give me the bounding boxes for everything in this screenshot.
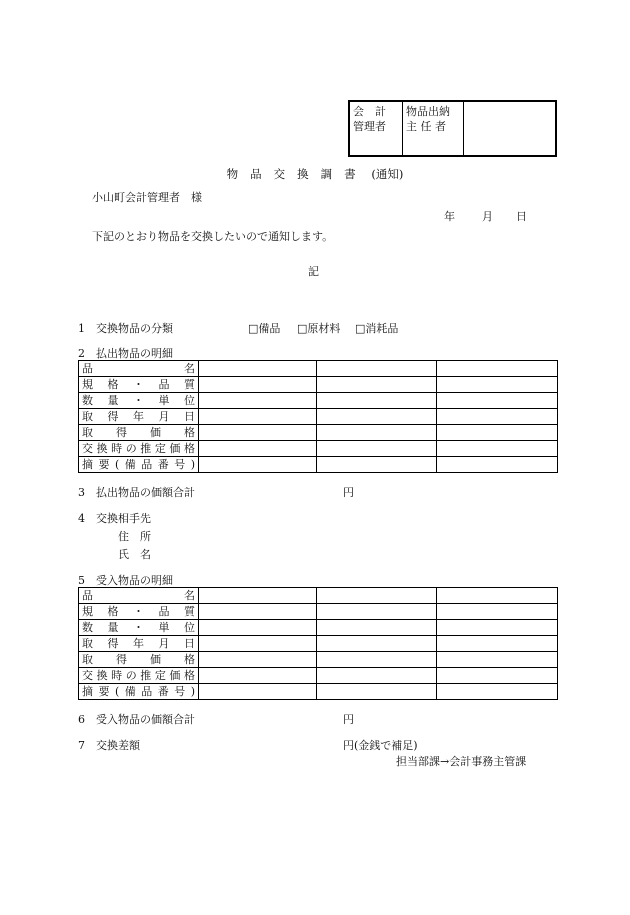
row-label-char: )	[190, 458, 195, 471]
value-cell[interactable]	[199, 652, 317, 668]
title-sub: (通知)	[371, 167, 404, 181]
stamp-label: 主 任 者	[406, 120, 446, 133]
row-label-char: 格	[183, 669, 195, 682]
row-label-char: 月	[158, 410, 170, 423]
table-row	[79, 588, 558, 604]
row-label	[82, 588, 195, 603]
stamp-cell-goods-officer	[403, 102, 464, 155]
row-label	[82, 652, 195, 667]
row-label	[82, 668, 195, 683]
row-label-char: 取	[82, 637, 93, 650]
stamp-label: 物品出納	[406, 105, 450, 118]
section-2-label: 2 払出物品の明細	[78, 347, 173, 360]
row-label-char: 数	[82, 621, 93, 634]
approval-stamp-box	[348, 100, 557, 157]
row-label-char: 品	[141, 458, 153, 471]
row-label-char: 要	[98, 458, 110, 471]
value-cell[interactable]	[199, 361, 317, 377]
row-label-cell	[79, 457, 199, 473]
row-label-cell	[79, 409, 199, 425]
date-month: 月	[482, 210, 493, 223]
section-3-unit: 円	[343, 486, 354, 499]
row-label-cell	[79, 620, 199, 636]
row-label-char: 換	[96, 442, 108, 455]
row-label-cell	[79, 361, 199, 377]
row-label-char: 得	[116, 426, 127, 439]
value-cell[interactable]	[437, 620, 558, 636]
value-cell[interactable]	[437, 425, 558, 441]
partner-address-label: 住 所	[118, 530, 151, 543]
row-label-char: 要	[98, 685, 110, 698]
value-cell[interactable]	[199, 604, 317, 620]
row-label-cell	[79, 441, 199, 457]
row-label-char: 年	[133, 637, 144, 650]
row-label-char: 月	[158, 637, 170, 650]
row-label	[82, 636, 195, 651]
table-row	[79, 441, 558, 457]
incoming-goods-table	[78, 587, 558, 700]
row-label-char: 取	[82, 653, 93, 666]
row-label-char: 品	[82, 589, 93, 602]
row-label-char: 格	[183, 442, 195, 455]
value-cell[interactable]	[437, 652, 558, 668]
row-label-char: 日	[184, 637, 195, 650]
date-day: 日	[516, 210, 527, 223]
row-label-char: 定	[154, 669, 166, 682]
value-cell[interactable]	[199, 684, 317, 700]
row-label-char: 交	[82, 442, 93, 455]
option-consumable: □消耗品	[355, 322, 399, 335]
row-label-char: 価	[169, 669, 181, 682]
row-label-char: 規	[82, 378, 93, 391]
row-label-char: 品	[158, 605, 170, 618]
section-5-label: 5 受入物品の明細	[78, 574, 173, 587]
row-label-char: 質	[184, 605, 195, 618]
value-cell[interactable]	[199, 457, 317, 473]
value-cell[interactable]	[437, 361, 558, 377]
value-cell[interactable]	[199, 409, 317, 425]
row-label-cell	[79, 652, 199, 668]
option-raw-material: □原材料	[297, 322, 341, 335]
row-label	[82, 457, 195, 472]
partner-name-label: 氏 名	[118, 548, 151, 561]
value-cell[interactable]	[317, 636, 437, 652]
row-label-char: 推	[140, 442, 152, 455]
row-label	[82, 409, 195, 424]
value-cell[interactable]	[317, 377, 437, 393]
table-row	[79, 393, 558, 409]
value-cell[interactable]	[317, 409, 437, 425]
row-label-char: 備	[124, 685, 136, 698]
row-label-char: 量	[107, 394, 119, 407]
stamp-cell-accounting-manager	[350, 102, 403, 155]
row-label-char: 摘	[82, 685, 93, 698]
row-label-char: 番	[157, 685, 169, 698]
row-label-char: 量	[107, 621, 119, 634]
table-row	[79, 652, 558, 668]
row-label-cell	[79, 425, 199, 441]
date-year: 年	[444, 210, 455, 223]
value-cell[interactable]	[437, 684, 558, 700]
table-row	[79, 457, 558, 473]
value-cell[interactable]	[317, 684, 437, 700]
row-label-char: 時	[111, 669, 123, 682]
row-label-char: 得	[116, 653, 127, 666]
stamp-cell-blank	[464, 102, 555, 155]
row-label-char: 年	[133, 410, 144, 423]
table-row	[79, 684, 558, 700]
row-label-char: (	[114, 685, 120, 698]
option-fixed-asset: □備品	[248, 322, 281, 335]
section-7-label: 7 交換差額	[78, 739, 140, 752]
section-4-label: 4 交換相手先	[78, 512, 151, 525]
value-cell[interactable]	[437, 393, 558, 409]
row-label-char: 号	[174, 685, 186, 698]
row-label-char: 時	[111, 442, 123, 455]
row-label	[82, 620, 195, 635]
row-label-char: 格	[184, 653, 195, 666]
row-label	[82, 425, 195, 440]
row-label-char: 得	[107, 410, 119, 423]
table-row	[79, 377, 558, 393]
row-label-char: (	[114, 458, 120, 471]
table-row	[79, 409, 558, 425]
row-label-char: 質	[184, 378, 195, 391]
value-cell[interactable]	[199, 668, 317, 684]
value-cell[interactable]	[199, 377, 317, 393]
row-label-cell	[79, 588, 199, 604]
row-label-char: 名	[184, 362, 195, 375]
row-label-cell	[79, 636, 199, 652]
row-label-char: 格	[107, 605, 119, 618]
outgoing-goods-table	[78, 360, 558, 473]
value-cell[interactable]	[437, 441, 558, 457]
row-label-char: 数	[82, 394, 93, 407]
row-label-char: 交	[82, 669, 93, 682]
value-cell[interactable]	[437, 377, 558, 393]
row-label-char: 品	[158, 378, 170, 391]
ki-heading: 記	[308, 265, 319, 278]
value-cell[interactable]	[317, 588, 437, 604]
row-label	[82, 441, 195, 456]
intro-text: 下記のとおり物品を交換したいので通知します。	[92, 230, 334, 243]
row-label-char: 備	[124, 458, 136, 471]
row-label-char: 換	[96, 669, 108, 682]
value-cell[interactable]	[199, 393, 317, 409]
document-title	[0, 166, 630, 182]
routing-note: 担当部課→会計事務主管課	[396, 755, 527, 768]
row-label	[82, 393, 195, 408]
row-label-char: 品	[82, 362, 93, 375]
row-label-char: 品	[141, 685, 153, 698]
value-cell[interactable]	[437, 409, 558, 425]
row-label-char: 得	[107, 637, 119, 650]
row-label-char: 位	[184, 621, 195, 634]
row-label-char: 価	[150, 426, 161, 439]
row-label-char: ・	[133, 394, 144, 407]
value-cell[interactable]	[317, 441, 437, 457]
value-cell[interactable]	[199, 636, 317, 652]
row-label-char: ・	[133, 605, 144, 618]
row-label	[82, 361, 195, 376]
row-label-char: 号	[174, 458, 186, 471]
row-label-char: 価	[169, 442, 181, 455]
row-label-cell	[79, 668, 199, 684]
value-cell[interactable]	[317, 425, 437, 441]
stamp-label: 会 計	[353, 105, 386, 118]
table-row	[79, 668, 558, 684]
value-cell[interactable]	[317, 457, 437, 473]
row-label-char: 規	[82, 605, 93, 618]
table-row	[79, 361, 558, 377]
title-main: 物品交換調書	[226, 167, 368, 181]
value-cell[interactable]	[317, 393, 437, 409]
row-label	[82, 604, 195, 619]
row-label-char: 定	[154, 442, 166, 455]
row-label-cell	[79, 684, 199, 700]
section-1-label: 1 交換物品の分類	[78, 322, 173, 335]
row-label	[82, 377, 195, 392]
row-label-char: 価	[150, 653, 161, 666]
value-cell[interactable]	[437, 636, 558, 652]
row-label-char: 番	[157, 458, 169, 471]
value-cell[interactable]	[317, 620, 437, 636]
addressee: 小山町会計管理者 様	[92, 191, 202, 204]
value-cell[interactable]	[199, 588, 317, 604]
row-label-cell	[79, 377, 199, 393]
row-label-char: 格	[107, 378, 119, 391]
value-cell[interactable]	[317, 361, 437, 377]
table-row	[79, 636, 558, 652]
row-label-char: 単	[158, 621, 170, 634]
row-label-char: 位	[184, 394, 195, 407]
row-label-char: 摘	[82, 458, 93, 471]
value-cell[interactable]	[317, 652, 437, 668]
section-6-label: 6 受入物品の価額合計	[78, 713, 195, 726]
stamp-label: 管理者	[353, 120, 386, 133]
row-label-char: 日	[184, 410, 195, 423]
value-cell[interactable]	[437, 604, 558, 620]
row-label-char: の	[125, 669, 137, 682]
row-label-cell	[79, 393, 199, 409]
value-cell[interactable]	[199, 441, 317, 457]
value-cell[interactable]	[317, 668, 437, 684]
row-label-char: ・	[133, 621, 144, 634]
row-label	[82, 684, 195, 699]
row-label-char: 取	[82, 410, 93, 423]
value-cell[interactable]	[437, 588, 558, 604]
row-label-char: 格	[184, 426, 195, 439]
section-3-label: 3 払出物品の価額合計	[78, 486, 195, 499]
value-cell[interactable]	[437, 457, 558, 473]
table-row	[79, 425, 558, 441]
value-cell[interactable]	[199, 425, 317, 441]
row-label-char: の	[125, 442, 137, 455]
row-label-char: 単	[158, 394, 170, 407]
value-cell[interactable]	[317, 604, 437, 620]
row-label-char: 名	[184, 589, 195, 602]
row-label-char: )	[190, 685, 195, 698]
table-row	[79, 604, 558, 620]
table-row	[79, 620, 558, 636]
section-6-unit: 円	[343, 713, 354, 726]
value-cell[interactable]	[199, 620, 317, 636]
row-label-cell	[79, 604, 199, 620]
row-label-char: 取	[82, 426, 93, 439]
row-label-char: ・	[133, 378, 144, 391]
value-cell[interactable]	[437, 668, 558, 684]
section-7-unit: 円(金銭で補足)	[343, 739, 418, 752]
row-label-char: 推	[140, 669, 152, 682]
